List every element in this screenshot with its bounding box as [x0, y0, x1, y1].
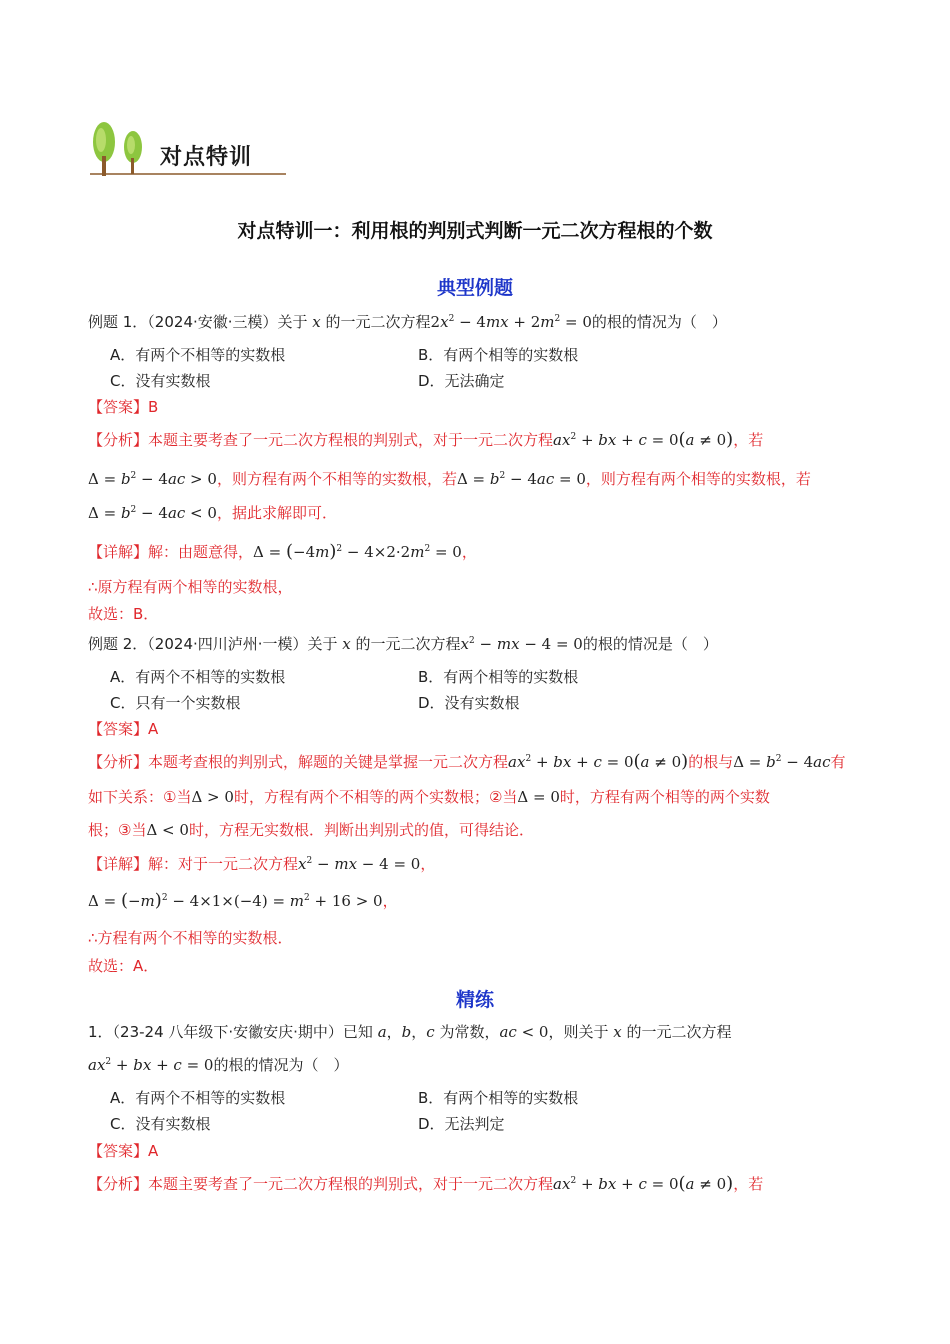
equation: $2x^2 - 4mx + 2m^2 = 0$ — [430, 313, 592, 331]
practice1-option-c: C．没有实数根 — [110, 1115, 211, 1133]
example1-option-c: C．没有实数根 — [110, 372, 211, 390]
page-title: 对点特训一：利用根的判别式判断一元二次方程根的个数 — [237, 220, 713, 242]
example1-analysis-1: 【分析】本题主要考查了一元二次方程根的判别式，对于一元二次方程$ax^2$ + bx + c = 0(a ≠ 0)，若 — [88, 429, 764, 450]
example2-analysis-2: 如下关系：①当Δ > 0时，方程有两个不相等的两个实数根；②当Δ = 0时，方程有两个相等的两个实数 — [88, 788, 770, 806]
practice1-analysis-1: 【分析】本题主要考查了一元二次方程根的判别式，对于一元二次方程$ax^2$ + bx + c = 0(a ≠ 0)，若 — [88, 1173, 764, 1194]
example2-stem: 例题 2．（2024·四川泸州·一模）关于 x 的一元二次方程$x^2$ − mx − 4 = 0的根的情况是（ ） — [88, 635, 718, 653]
example2-option-a: A．有两个不相等的实数根 — [110, 668, 286, 686]
example2-analysis-3: 根；③当Δ < 0时，方程无实数根．判断出判别式的值，可得结论． — [88, 821, 534, 839]
section-practice-heading: 精练 — [455, 989, 494, 1011]
example1-option-a: A．有两个不相等的实数根 — [110, 346, 286, 364]
example1-detail-1: 【详解】解：由题意得，$\Delta = (-4m)^2 - 4\times 2\cdot 2m^2 = 0$， — [88, 541, 477, 562]
example1-stem: 例题 1．（2024·安徽·三模）关于 x 的一元二次方程$2x^2 - 4mx + 2m^2 = 0$的根的情况为（ ） — [88, 313, 727, 331]
example2-detail-calc: $\Delta = (-m)^2 - 4\times 1\times(-4) = m^2 + 16 > 0$， — [88, 890, 398, 911]
example1-answer: 【答案】B — [88, 398, 159, 416]
practice1-stem-line1: 1．（23-24 八年级下·安徽安庆·期中）已知 a，b，c 为常数，ac < 0，则关于 x 的一元二次方程 — [88, 1023, 732, 1041]
example1-option-b: B．有两个相等的实数根 — [418, 346, 579, 364]
example2-conclusion: 故选：A． — [88, 957, 159, 975]
practice1-stem-line2: $ax^2$ + bx + c = 0的根的情况为（ ） — [88, 1056, 349, 1074]
practice1-answer: 【答案】A — [88, 1142, 159, 1160]
example2-detail-1: 【详解】解：对于一元二次方程$x^2$ − mx − 4 = 0， — [88, 855, 436, 873]
example1-option-d: D．无法确定 — [418, 372, 505, 390]
example2-option-d: D．没有实数根 — [418, 694, 520, 712]
example2-detail-2: ∴方程有两个不相等的实数根． — [88, 929, 293, 947]
practice1-option-a: A．有两个不相等的实数根 — [110, 1089, 286, 1107]
example2-answer: 【答案】A — [88, 720, 159, 738]
example1-analysis-2: $\Delta = b^2 - 4ac > 0$，则方程有两个不相等的实数根，若$\Delta = b^2 - 4ac = 0$，则方程有两个相等的实数根，若 — [88, 470, 811, 488]
example1-detail-2: ∴原方程有两个相等的实数根， — [88, 578, 293, 596]
example1-analysis-3: $\Delta = b^2 - 4ac < 0$，据此求解即可． — [88, 504, 337, 522]
logo-title: 对点特训 — [160, 145, 253, 170]
practice1-option-b: B．有两个相等的实数根 — [418, 1089, 579, 1107]
example2-option-c: C．只有一个实数根 — [110, 694, 241, 712]
example2-analysis-1: 【分析】本题考查根的判别式，解题的关键是掌握一元二次方程$ax^2$ + bx + c = 0(a ≠ 0)的根与$\Delta = b^2 - 4ac$有 — [88, 751, 846, 772]
practice1-option-d: D．无法判定 — [418, 1115, 505, 1133]
example1-conclusion: 故选：B． — [88, 605, 159, 623]
example2-option-b: B．有两个相等的实数根 — [418, 668, 579, 686]
section-typical-heading: 典型例题 — [436, 277, 513, 299]
